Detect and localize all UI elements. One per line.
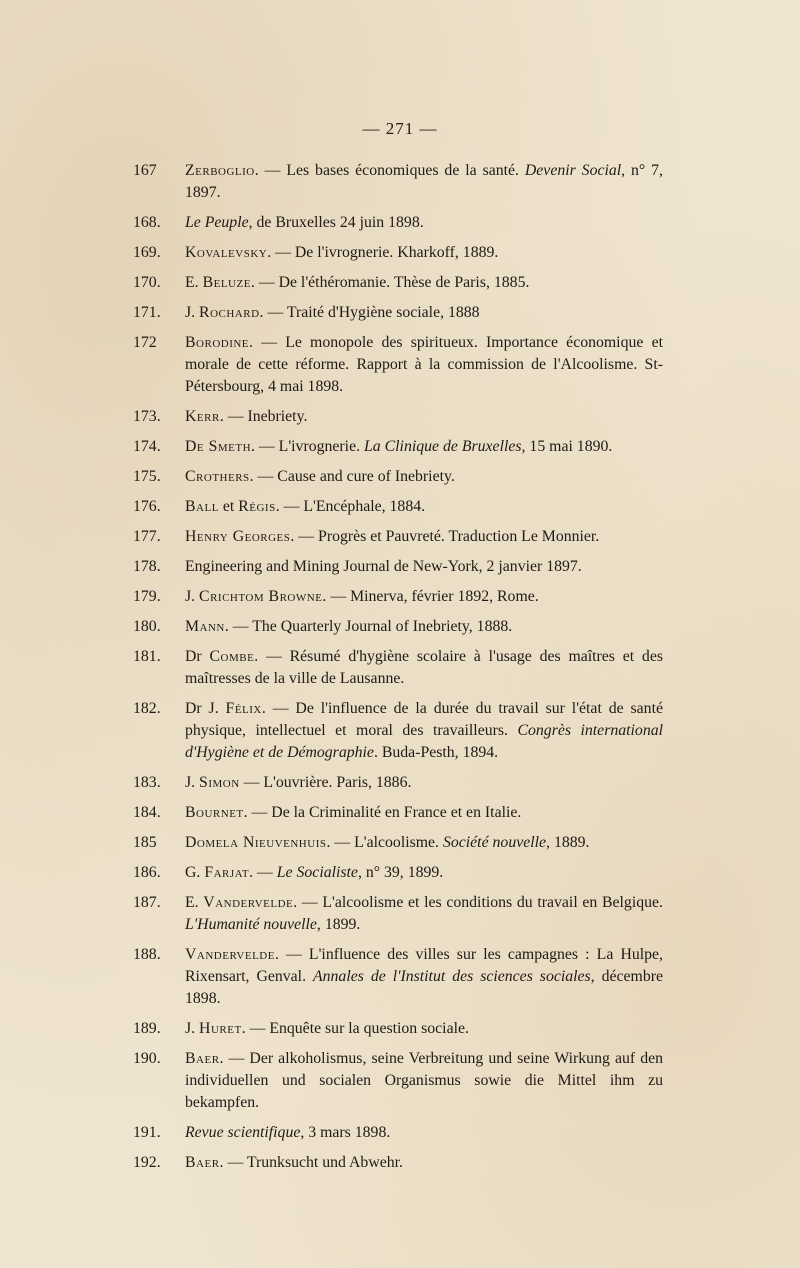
title-italic: Annales de l'Institut des sciences sociales — [312, 968, 591, 985]
entry-text — [185, 616, 663, 638]
author-name: Crothers — [185, 468, 250, 485]
entry-text-part: , 3 mars 1898. — [300, 1124, 391, 1141]
bibliography-entry — [133, 526, 663, 548]
entry-number: 188. — [133, 946, 161, 963]
entry-text-part: et — [218, 498, 239, 515]
entry-number: 178. — [133, 558, 161, 575]
entry-text-part: . — De l'ivrognerie. Kharkoff, 1889. — [267, 244, 499, 261]
bibliography-entry — [133, 1018, 663, 1040]
bibliography-entry — [133, 586, 663, 608]
author-name: Borodine — [185, 334, 250, 351]
entry-number: 170. — [133, 274, 161, 291]
entry-text — [185, 160, 663, 204]
entry-text — [185, 556, 663, 578]
bibliography-entry — [133, 1122, 663, 1144]
entry-text — [185, 832, 663, 854]
entry-text-part: . — Traité d'Hygiène sociale, 1888 — [259, 304, 480, 321]
entry-text — [185, 802, 663, 824]
entry-number: 180. — [133, 618, 161, 635]
author-name: De Smeth — [185, 438, 252, 455]
bibliography-entry — [133, 1048, 663, 1114]
author-name: Bournet — [185, 804, 244, 821]
title-italic: Congrès international d'Hygiène et de Démographie — [185, 722, 663, 761]
entry-text — [185, 242, 663, 264]
entry-number: 182. — [133, 700, 161, 717]
entry-text-part: . — De la Criminalité en France et en Italie. — [243, 804, 522, 821]
bibliography-entry — [133, 892, 663, 936]
entry-text-part: J. — [185, 588, 200, 605]
entry-text-part: J. — [185, 1020, 200, 1037]
author-name: Rochard — [199, 304, 260, 321]
entry-text-part: Dr J. — [185, 700, 226, 717]
entry-number: 167 — [133, 162, 157, 179]
bibliography-entry — [133, 1152, 663, 1174]
author-name: Mann — [185, 618, 225, 635]
entry-text-part: . — Der alkoholismus, seine Verbreitung und seine Wirkung auf den individuellen und socialen Organismus sowie die Mittel ihm zu bekampfen. — [185, 1050, 663, 1111]
entry-text-part: . Buda-Pesth, 1894. — [373, 744, 499, 761]
entry-number: 175. — [133, 468, 161, 485]
author-name: Vandervelde — [185, 946, 275, 963]
bibliography-entry — [133, 772, 663, 794]
title-italic: La Clinique de Bruxelles — [364, 438, 522, 455]
entry-text-part: . — Progrès et Pauvreté. Traduction Le Monnier. — [290, 528, 600, 545]
author-name: Crichtom Browne — [199, 588, 323, 605]
title-italic: Le Peuple — [185, 214, 249, 231]
entry-number: 168. — [133, 214, 161, 231]
title-italic: Devenir Social — [524, 162, 622, 179]
entry-number: 191. — [133, 1124, 161, 1141]
bibliography-entry — [133, 160, 663, 204]
entry-text-part: . — Les bases économiques de la santé. — [254, 162, 525, 179]
author-name: Kovalevsky — [185, 244, 268, 261]
entry-text-part: , 1899. — [316, 916, 361, 933]
entry-text-part: . — De l'influence de la durée du travail sur l'état de santé physique, intellectuel et moral des travailleurs. — [185, 700, 663, 739]
entry-text-part: . — Le monopole des spiritueux. Importance économique et morale de cette réforme. Rapport à la commission de l'Alcoolisme. St-Pétersbourg, 4 mai 1898. — [185, 334, 663, 395]
entry-text-part: G. — [185, 864, 205, 881]
entry-text-part: . — The Quarterly Journal of Inebriety, 1888. — [224, 618, 513, 635]
entry-text-part: , de Bruxelles 24 juin 1898. — [248, 214, 424, 231]
entry-text-part: , 1889. — [546, 834, 590, 851]
entry-number: 173. — [133, 408, 161, 425]
bibliography-entry — [133, 212, 663, 234]
entry-text-part: , n° 39, 1899. — [357, 864, 444, 881]
entry-number: 186. — [133, 864, 161, 881]
bibliography-entry — [133, 496, 663, 518]
entry-text — [185, 1152, 663, 1174]
entry-text — [185, 944, 663, 1010]
entry-text — [185, 892, 663, 936]
author-name: Simon — [199, 774, 240, 791]
bibliography-entry — [133, 466, 663, 488]
author-name: Zerboglio — [185, 162, 255, 179]
bibliography-list — [133, 160, 663, 1182]
entry-text — [185, 772, 663, 794]
entry-text — [185, 406, 663, 428]
entry-text-part: E. — [185, 894, 204, 911]
entry-number: 177. — [133, 528, 161, 545]
entry-text-part: . — L'ivrognerie. — [251, 438, 364, 455]
entry-text-part: J. — [185, 304, 200, 321]
entry-text-part: . — Résumé d'hygiène scolaire à l'usage des maîtres et des maîtresses de la ville de Lausanne. — [185, 648, 663, 687]
bibliography-entry — [133, 698, 663, 764]
entry-text-part: . — L'alcoolisme et les conditions du travail en Belgique. — [293, 894, 663, 911]
title-italic: Revue scientifique — [185, 1124, 301, 1141]
bibliography-entry — [133, 272, 663, 294]
bibliography-entry — [133, 616, 663, 638]
author-name: Farjat — [204, 864, 250, 881]
entry-text — [185, 496, 663, 518]
bibliography-entry — [133, 436, 663, 458]
entry-text-part: . — Minerva, février 1892, Rome. — [322, 588, 539, 605]
entry-text — [185, 1018, 663, 1040]
entry-text-part: . — Trunksucht und Abwehr. — [219, 1154, 403, 1171]
entry-text — [185, 212, 663, 234]
entry-text-part: . — Inebriety. — [219, 408, 308, 425]
entry-text-part: — L'ouvrière. Paris, 1886. — [239, 774, 412, 791]
entry-text-part: . — De l'éthéromanie. Thèse de Paris, 1885. — [250, 274, 530, 291]
entry-text — [185, 698, 663, 764]
entry-text-part: , décembre 1898. — [185, 968, 663, 1007]
entry-text-part: Engineering and Mining Journal de New-York, 2 janvier 1897. — [185, 558, 582, 575]
bibliography-entry — [133, 302, 663, 324]
entry-text-part: . — Cause and cure of Inebriety. — [249, 468, 455, 485]
entry-text — [185, 646, 663, 690]
entry-number: 171. — [133, 304, 161, 321]
entry-number: 185 — [133, 834, 157, 851]
author-name: Kerr — [185, 408, 220, 425]
author-name: Vandervelde — [203, 894, 294, 911]
bibliography-entry — [133, 944, 663, 1010]
author-name: Ball — [185, 498, 219, 515]
bibliography-entry — [133, 556, 663, 578]
title-italic: L'Humanité nouvelle — [185, 916, 317, 933]
entry-number: 192. — [133, 1154, 161, 1171]
entry-text — [185, 526, 663, 548]
bibliography-entry — [133, 862, 663, 884]
author-name: Baer — [185, 1050, 220, 1067]
entry-text-part: Dr — [185, 648, 210, 665]
bibliography-entry — [133, 646, 663, 690]
author-name: Baer — [185, 1154, 220, 1171]
author-name: Combe — [209, 648, 255, 665]
entry-text — [185, 436, 663, 458]
entry-number: 169. — [133, 244, 161, 261]
entry-text-part: . — L'alcoolisme. — [326, 834, 443, 851]
title-italic: Le Socialiste — [276, 864, 358, 881]
entry-text-part: . — Enquête sur la question sociale. — [241, 1020, 469, 1037]
entry-text-part: , 15 mai 1890. — [521, 438, 613, 455]
entry-text-part: E. — [185, 274, 203, 291]
entry-number: 184. — [133, 804, 161, 821]
entry-number: 190. — [133, 1050, 161, 1067]
entry-number: 189. — [133, 1020, 161, 1037]
entry-text — [185, 862, 663, 884]
entry-number: 183. — [133, 774, 161, 791]
entry-text-part: J. — [185, 774, 200, 791]
bibliography-entry — [133, 802, 663, 824]
entry-number: 174. — [133, 438, 161, 455]
entry-text — [185, 332, 663, 398]
page-number: — 271 — — [362, 119, 438, 138]
entry-number: 187. — [133, 894, 161, 911]
entry-text-part: . — — [249, 864, 277, 881]
entry-text — [185, 302, 663, 324]
entry-text — [185, 586, 663, 608]
entry-text — [185, 466, 663, 488]
entry-number: 172 — [133, 334, 157, 351]
bibliography-entry — [133, 832, 663, 854]
bibliography-entry — [133, 332, 663, 398]
entry-text-part: . — L'influence des villes sur les campagnes : La Hulpe, Rixensart, Genval. — [185, 946, 663, 985]
author-name: Huret — [199, 1020, 242, 1037]
entry-number: 176. — [133, 498, 161, 515]
author-name: Régis — [238, 498, 276, 515]
entry-number: 179. — [133, 588, 161, 605]
author-name: Beluze — [202, 274, 251, 291]
bibliography-entry — [133, 242, 663, 264]
entry-number: 181. — [133, 648, 161, 665]
entry-text-part: . — L'Encéphale, 1884. — [275, 498, 426, 515]
author-name: Domela Nieuvenhuis — [185, 834, 327, 851]
entry-text — [185, 1122, 663, 1144]
entry-text — [185, 1048, 663, 1114]
bibliography-entry — [133, 406, 663, 428]
author-name: Henry Georges — [185, 528, 291, 545]
title-italic: Société nouvelle — [442, 834, 547, 851]
author-name: Félix — [225, 700, 262, 717]
entry-text-part: , n° 7, 1897. — [185, 162, 664, 201]
entry-text — [185, 272, 663, 294]
